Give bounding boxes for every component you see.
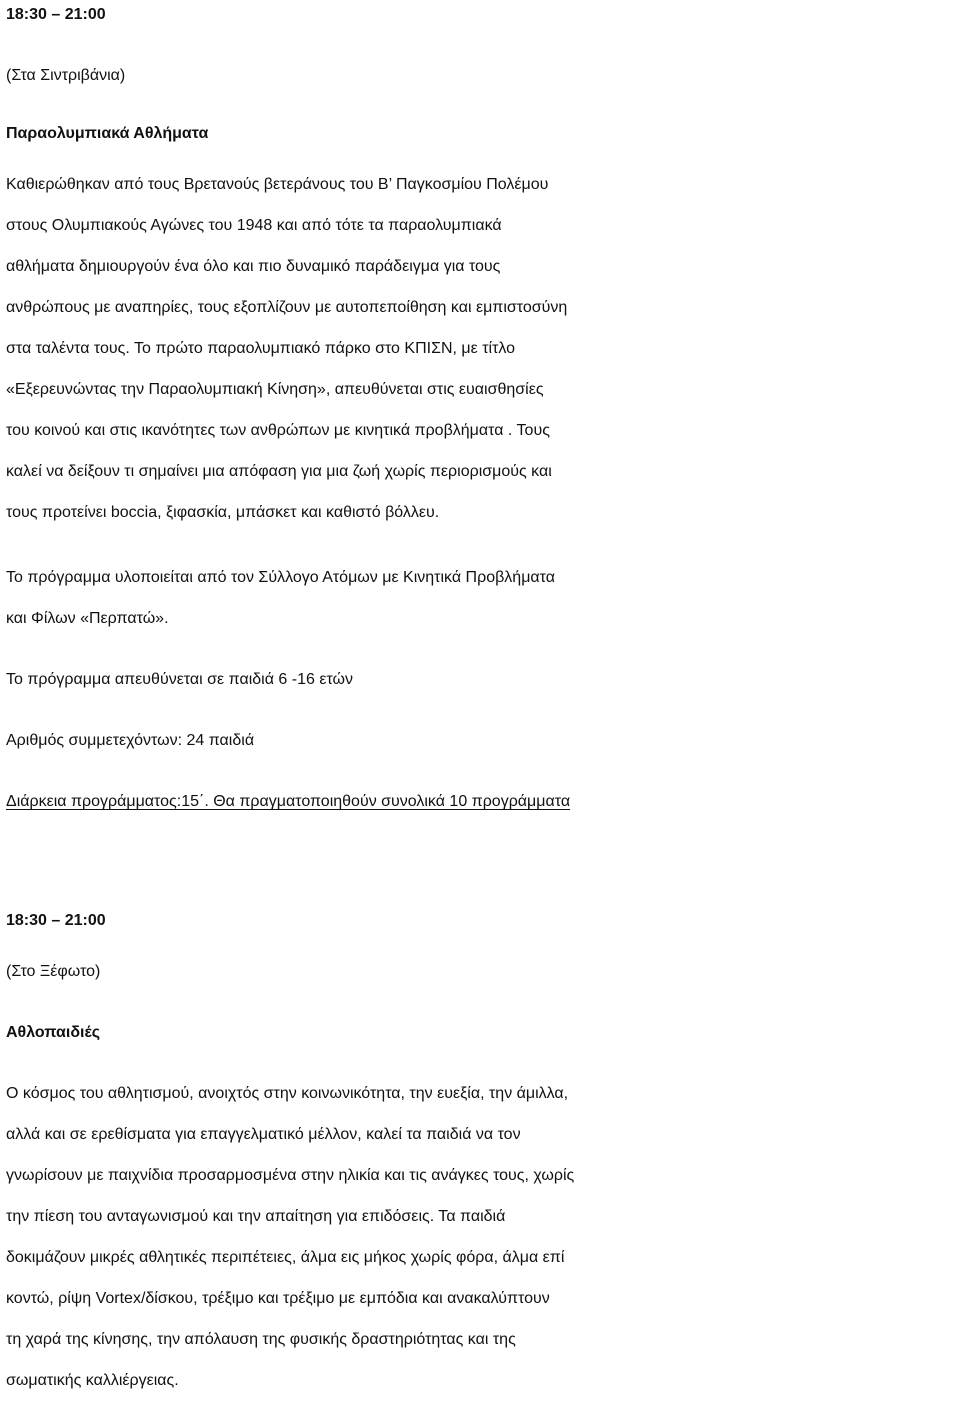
program-duration [6, 781, 956, 822]
section-description [6, 164, 956, 533]
section-athletics [6, 900, 956, 1401]
paragraph-line: και Φίλων «Περπατώ». [6, 610, 169, 627]
duration-text: Διάρκεια προγράμματος:15΄. Θα πραγματοποιηθούν συνολικά 10 προγράμματα [6, 793, 571, 810]
paragraph-line: καλεί να δείξουν τι σημαίνει μια απόφαση για μια ζωή χωρίς περιορισμούς και [6, 463, 552, 480]
paragraph-line: δοκιμάζουν μικρές αθλητικές περιπέτειες, άλμα εις μήκος χωρίς φόρα, άλμα επί [6, 1249, 565, 1266]
section-description [6, 1073, 956, 1401]
paragraph-line: στους Ολυμπιακούς Αγώνες του 1948 και από τότε τα παραολυμπιακά [6, 217, 502, 234]
paragraph-line: στα ταλέντα τους. Το πρώτο παραολυμπιακό πάρκο στο ΚΠΙΣΝ, με τίτλο [6, 340, 516, 357]
paragraph-line: του κοινού και στις ικανότητες των ανθρώπων με κινητικά προβλήματα . Τους [6, 422, 550, 439]
section-title: Παραολυμπιακά Αθλήματα [6, 125, 209, 142]
paragraph-line: γνωρίσουν με παιχνίδια προσαρμοσμένα στην ηλικία και τις ανάγκες τους, χωρίς [6, 1167, 575, 1184]
paragraph-line: τους προτείνει boccia, ξιφασκία, μπάσκετ και καθιστό βόλλευ. [6, 504, 440, 521]
paragraph-line: Ο κόσμος του αθλητισμού, ανοιχτός στην κοινωνικότητα, την ευεξία, την άμιλλα, [6, 1085, 569, 1102]
section-paralympic [6, 0, 956, 822]
section-location: (Στα Σιντριβάνια) [6, 67, 126, 84]
paragraph-line: κοντώ, ρίψη Vortex/δίσκου, τρέξιμο και τρέξιμο με εμπόδια και ανακαλύπτουν [6, 1290, 550, 1307]
paragraph-line: ανθρώπους με αναπηρίες, τους εξοπλίζουν με αυτοπεποίθηση και εμπιστοσύνη [6, 299, 568, 316]
program-participants: Αριθμός συμμετεχόντων: 24 παιδιά [6, 732, 255, 749]
program-organizer [6, 557, 956, 639]
paragraph-line: αθλήματα δημιουργούν ένα όλο και πιο δυναμικό παράδειγμα για τους [6, 258, 501, 275]
paragraph-line: αλλά και σε ερεθίσματα για επαγγελματικό μέλλον, καλεί τα παιδιά να τον [6, 1126, 521, 1143]
paragraph-line: σωματικής καλλιέργειας. [6, 1372, 179, 1389]
program-audience: Το πρόγραμμα απευθύνεται σε παιδιά 6 -16 ετών [6, 671, 354, 688]
paragraph-line: τη χαρά της κίνησης, την απόλαυση της φυσικής δραστηριότητας και της [6, 1331, 516, 1348]
section-time: 18:30 – 21:00 [6, 6, 106, 23]
paragraph-line: Το πρόγραμμα υλοποιείται από τον Σύλλογο Ατόμων με Κινητικά Προβλήματα [6, 569, 555, 586]
paragraph-line: Καθιερώθηκαν από τους Βρετανούς βετεράνους του Β’ Παγκοσμίου Πολέμου [6, 176, 549, 193]
section-title: Αθλοπαιδιές [6, 1024, 101, 1041]
paragraph-line: «Εξερευνώντας την Παραολυμπιακή Κίνηση», απευθύνεται στις ευαισθησίες [6, 381, 544, 398]
section-location: (Στο Ξέφωτο) [6, 963, 101, 980]
section-time: 18:30 – 21:00 [6, 912, 106, 929]
paragraph-line: την πίεση του ανταγωνισμού και την απαίτηση για επιδόσεις. Τα παιδιά [6, 1208, 506, 1225]
document-page [6, 0, 956, 1401]
